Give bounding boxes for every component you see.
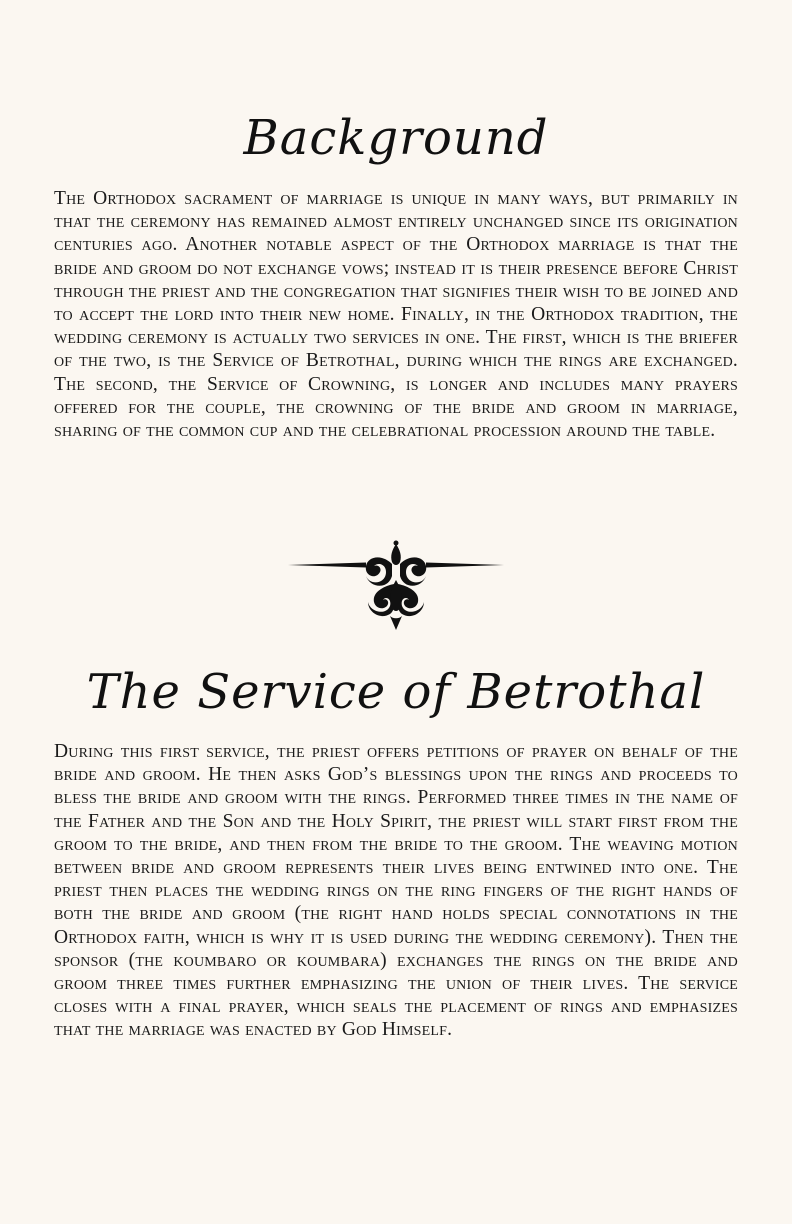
- flourish-divider-icon: [286, 540, 506, 632]
- betrothal-paragraph: During this first service, the priest offers petitions of prayer on behalf of the bride and groom. He then asks God’s blessings upon the rings and proceeds to bless the bride and groom with the rings. Performed three times in the name of the Father and the Son and the Holy Spirit, the priest will start first from the groom to the bride, and then from the bride to the groom. The weaving motion between bride and groom represents their lives being entwined into one. The priest then places the wedding rings on the ring fingers of the right hands of both the bride and groom (the right hand holds special connotations in the Orthodox faith, which is why it is used during the wedding ceremony). Then the sponsor (the koumbaro or koumbara) exchanges the rings on the bride and groom three times further emphasizing the union of their lives. The service closes with a final prayer, which seals the placement of rings and emphasizes that the marriage was enacted by God Himself.: [54, 741, 738, 1041]
- background-paragraph: The Orthodox sacrament of marriage is unique in many ways, but primarily in that the ceremony has remained almost entirely unchanged since its origination centuries ago. Another notable aspect of the Orthodox marriage is that the bride and groom do not exchange vows; instead it is their presence before Christ through the priest and the congregation that signifies their wish to be joined and to accept the lord into their new home. Finally, in the Orthodox tradition, the wedding ceremony is actually two services in one. The first, which is the briefer of the two, is the Service of Betrothal, during which the rings are exchanged. The second, the Service of Crowning, is longer and includes many prayers offered for the couple, the crowning of the bride and groom in marriage, sharing of the common cup and the celebrational procession around the table.: [54, 188, 738, 442]
- betrothal-heading: The Service of Betrothal: [86, 664, 706, 720]
- background-heading: Background: [243, 110, 549, 166]
